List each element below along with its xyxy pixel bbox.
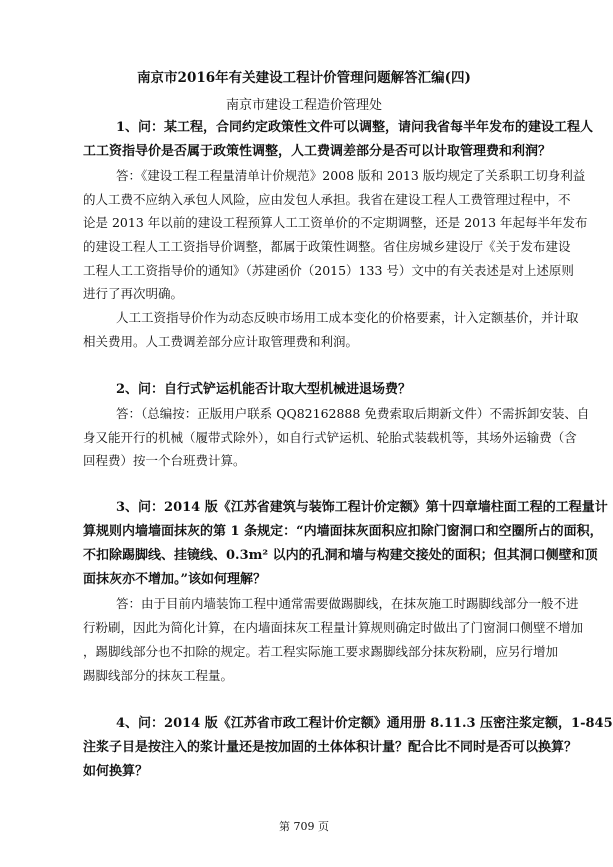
answer-2-line-2: 身又能开行的机械（履带式除外），如自行式铲运机、轮胎式装载机等，其场外运输费（含 — [83, 430, 577, 445]
answer-3-line-4: 踢脚线部分的抹灰工程量。 — [83, 668, 234, 683]
question-4-line-2: 注浆子目是按注入的浆计量还是按加固的土体体积计量？配合比不同时是否可以换算？ — [83, 740, 578, 755]
answer-1-line-3: 论是 2013 年以前的建设工程预算人工工资单价的不定期调整，还是 2013 年起每半年发布 — [83, 215, 588, 230]
question-1-line-1: 1、问：某工程，合同约定政策性文件可以调整，请问我省每半年发布的建设工程人 — [116, 120, 594, 135]
answer-1-line-8: 相关费用。人工费调差部分应计取管理费和利润。 — [83, 334, 359, 349]
answer-1-line-6: 进行了再次明确。 — [83, 286, 184, 301]
question-3-line-1: 3、问：2014 版《江苏省建筑与装饰工程计价定额》第十四章墙柱面工程的工程量计 — [116, 500, 608, 515]
document-title: 南京市2016年有关建设工程计价管理问题解答汇编(四) — [137, 70, 471, 86]
question-3-line-4: 面抹灰亦不增加。”该如何理解？ — [83, 572, 266, 587]
document-subtitle: 南京市建设工程造价管理处 — [225, 98, 382, 113]
question-2-line-1: 2、问：自行式铲运机能否计取大型机械进退场费？ — [116, 382, 412, 397]
question-1-line-2: 工工资指导价是否属于政策性调整，人工费调差部分是否可以计取管理费和利润？ — [83, 144, 552, 159]
question-3-line-2: 算规则内墙墙面抹灰的第 1 条规定：“内墙面抹灰面积应扣除门窗洞口和空圈所占的面积， — [83, 524, 603, 539]
question-4-line-3: 如何换算？ — [83, 764, 149, 779]
question-4-line-1: 4、问：2014 版《江苏省市政工程计价定额》通用册 8.11.3 压密注浆定额，1-845 — [116, 716, 613, 731]
answer-1-line-1: 答：《建设工程工程量清单计价规范》2008 版和 2013 版均规定了关系职工切身利益 — [116, 168, 586, 183]
answer-2-line-3: 回程费）按一个台班费计算。 — [83, 453, 246, 468]
page-number: 第 709 页 — [279, 820, 329, 833]
answer-1-line-5: 工程人工工资指导价的通知》（苏建函价（2015）133 号）文中的有关表述是对上述原则 — [83, 263, 574, 278]
answer-1-line-2: 的人工费不应纳入承包人风险，应由发包人承担。我省在建设工程人工费管理过程中，不 — [83, 192, 571, 207]
answer-3-line-1: 答：由于目前内墙装饰工程中通常需要做踢脚线，在抹灰施工时踢脚线部分一般不进 — [116, 596, 579, 611]
answer-1-line-4: 的建设工程人工工资指导价调整，都属于政策性调整。省住房城乡建设厅《关于发布建设 — [83, 239, 571, 254]
answer-3-line-3: ，踢脚线部分也不扣除的规定。若工程实际施工要求踢脚线部分抹灰粉刷，应另行增加 — [83, 644, 559, 659]
answer-2-line-1: 答：（总编按：正版用户联系 QQ82162888 免费索取后期新文件）不需拆卸安装、自 — [116, 406, 590, 421]
answer-3-line-2: 行粉刷，因此为简化计算，在内墙面抹灰工程量计算规则确定时做出了门窗洞口侧壁不增加 — [83, 620, 584, 635]
answer-1-line-7: 人工工资指导价作为动态反映市场用工成本变化的价格要素，计入定额基价，并计取 — [116, 310, 579, 325]
question-3-line-3: 不扣除踢脚线、挂镜线、0.3m² 以内的孔洞和墙与构建交接处的面积；但其洞口侧壁和顶 — [83, 548, 598, 563]
